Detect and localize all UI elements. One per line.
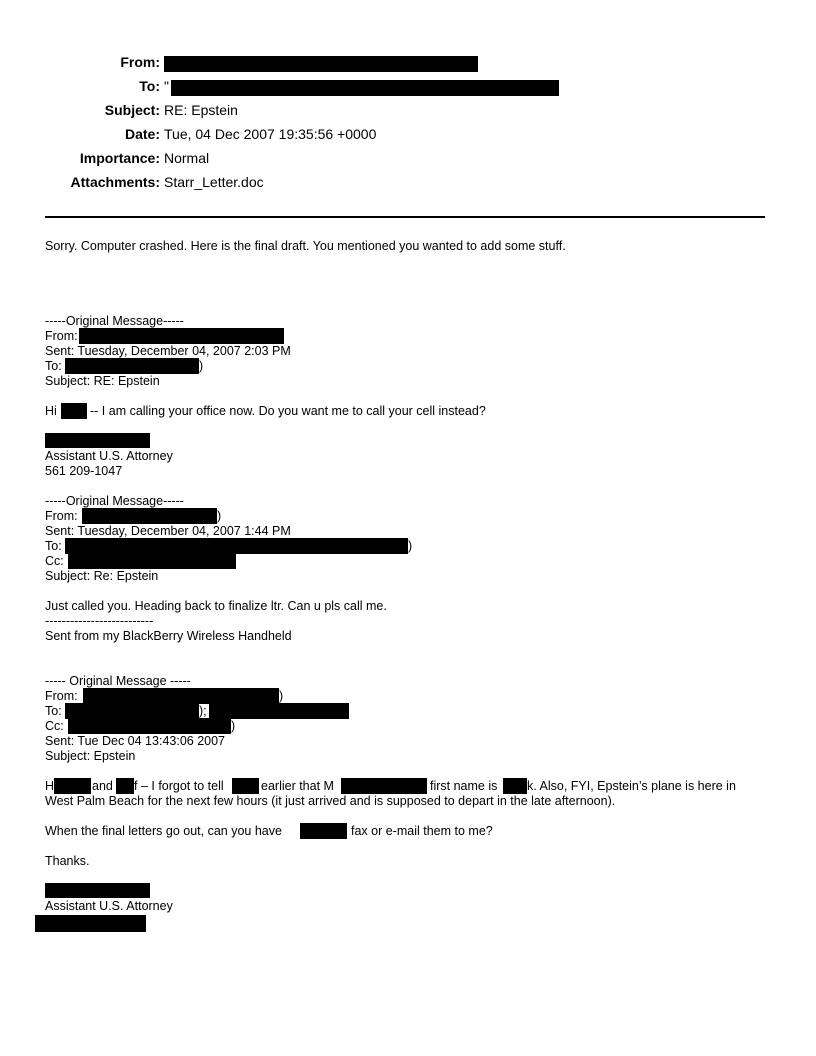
redaction-bar [54,778,91,794]
redaction-bar [171,80,559,96]
m1-subject: Subject: RE: Epstein [45,374,160,388]
redaction-bar [68,553,236,569]
m3-text-6: k. Also, FYI, Epstein’s plane is here in [527,779,736,793]
m3-thanks: Thanks. [45,854,90,868]
redaction-bar [35,915,146,932]
m2-sent-from: Sent from my BlackBerry Wireless Handheld [45,629,292,643]
redaction-bar [300,823,347,839]
subject-row [0,102,816,126]
intro-text: Sorry. Computer crashed. Here is the final draft. You mentioned you wanted to add some stuff. [45,239,566,253]
redaction-bar [232,778,259,794]
m2-sent: Sent: Tuesday, December 04, 2007 1:44 PM [45,524,291,538]
m3-text-3: f – I forgot to tell [134,779,224,793]
redaction-bar [116,778,134,794]
m3-signature-title: Assistant U.S. Attorney [45,899,173,913]
redaction-bar [209,703,349,719]
from-row [0,54,816,78]
m3-sent: Sent: Tue Dec 04 13:43:06 2007 [45,734,225,748]
m3-to: To: [45,704,62,718]
m3-cc: Cc: [45,719,64,733]
to-row [0,78,816,102]
original-message-separator: -----Original Message----- [45,314,184,328]
m2-to-end: ) [408,539,413,553]
m3-text-2: and [92,779,113,793]
m3-request-2: fax or e-mail them to me? [351,824,493,838]
m3-text-5: first name is [430,779,498,793]
m3-cc-end: ) [231,719,236,733]
m3-text-line2: West Palm Beach for the next few hours (it just arrived and is supposed to depart in the late afternoon). [45,794,616,808]
m1-signature-title: Assistant U.S. Attorney [45,449,173,463]
redaction-bar [68,718,231,734]
m1-hi: Hi [45,404,57,418]
date-label: Date: [124,126,160,142]
redaction-bar [45,883,150,898]
importance-row [0,150,816,174]
attachments-label: Attachments: [70,174,160,190]
importance-value: Normal [164,150,210,166]
m1-to-end: ) [199,359,204,373]
m2-text: Just called you. Heading back to finalize ltr. Can u pls call me. [45,599,387,613]
header-divider [45,216,765,218]
date-row [0,126,816,150]
redaction-bar [164,56,478,72]
redaction-bar [65,358,199,374]
m3-text-4: earlier that M [261,779,334,793]
to-label: To: [139,78,160,94]
m1-text: -- I am calling your office now. Do you want me to call your cell instead? [90,404,486,418]
m3-text-1: H [45,779,55,793]
m3-to-mid: ); [199,704,207,718]
m3-from-end: ) [279,689,284,703]
redaction-bar [79,328,284,344]
m2-subject: Subject: Re: Epstein [45,569,159,583]
m2-cc: Cc: [45,554,64,568]
m3-subject: Subject: Epstein [45,749,136,763]
attachment-link[interactable]: Starr_Letter.doc [164,174,264,190]
m3-from: From: [45,689,78,703]
m2-from: From: [45,509,78,523]
m1-signature-phone: 561 209-1047 [45,464,123,478]
date-value: Tue, 04 Dec 2007 19:35:56 +0000 [164,126,377,142]
redaction-bar [503,778,527,794]
attachments-row [0,174,816,198]
m2-from-end: ) [217,509,222,523]
original-message-separator: ----- Original Message ----- [45,674,191,688]
redaction-bar [45,433,150,448]
to-value: " [164,78,169,94]
from-label: From: [120,54,160,70]
redaction-bar [341,778,427,794]
importance-label: Importance: [79,150,160,166]
m2-dashes: -------------------------- [45,614,154,628]
m3-request-1: When the final letters go out, can you have [45,824,282,838]
m1-to: To: [45,359,62,373]
redaction-bar [65,538,408,554]
subject-label: Subject: [104,102,160,118]
redaction-bar [82,508,217,524]
m2-to: To: [45,539,62,553]
subject-value: RE: Epstein [164,102,238,118]
m1-from: From: [45,329,78,343]
m1-sent: Sent: Tuesday, December 04, 2007 2:03 PM [45,344,291,358]
redaction-bar [83,688,279,704]
original-message-separator: -----Original Message----- [45,494,184,508]
redaction-bar [61,403,87,419]
redaction-bar [65,703,199,719]
